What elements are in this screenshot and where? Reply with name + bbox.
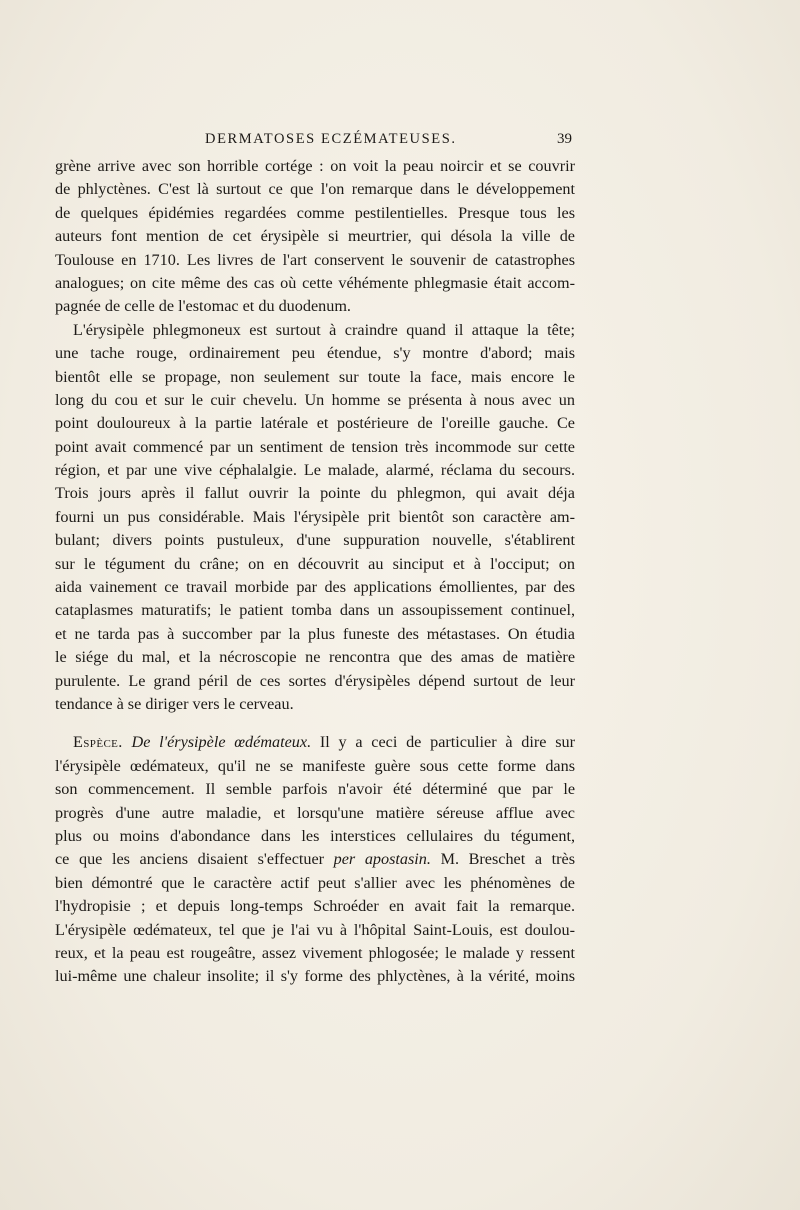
text-line: auteurs font mention de cet érysipèle si meurtrier, qui désola la ville de bbox=[55, 227, 575, 246]
text-line: bientôt elle se propage, non seulement sur toute la face, mais encore le bbox=[55, 367, 575, 386]
page-header bbox=[55, 131, 575, 155]
text-line: Toulouse en 1710. Les livres de l'art conservent le souvenir de catastrophes bbox=[55, 250, 575, 269]
text-line: analogues; on cite même des cas où cette véhémente phlegmasie était accom- bbox=[55, 273, 575, 292]
text-line: L'érysipèle phlegmoneux est surtout à craindre quand il attaque la tête; bbox=[73, 320, 575, 339]
text-line: cataplasmes maturatifs; le patient tomba dans un assoupissement continuel, bbox=[55, 601, 575, 620]
body-text bbox=[55, 155, 575, 989]
text-line: progrès d'une autre maladie, et lorsqu'une matière séreuse afflue avec bbox=[55, 803, 575, 822]
text-line: point avait commencé par un sentiment de tension très incommode sur cette bbox=[55, 437, 575, 456]
paragraph-3 bbox=[55, 731, 575, 988]
text-line: une tache rouge, ordinairement peu étendue, s'y montre d'abord; mais bbox=[55, 344, 575, 363]
text-line: fourni un pus considérable. Mais l'érysipèle prit bientôt son caractère am- bbox=[55, 507, 575, 526]
text-line: bulant; divers points pustuleux, d'une suppuration nouvelle, s'établirent bbox=[55, 531, 575, 550]
paragraph-2 bbox=[55, 319, 575, 717]
text-line: sur le tégument du crâne; on en découvrit au sinciput et à l'occiput; on bbox=[55, 554, 575, 573]
text-line: point douloureux à la partie latérale et postérieure de l'oreille gauche. Ce bbox=[55, 414, 575, 433]
text-line: reux, et la peau est rougeâtre, assez vivement phlogosée; le malade y ressent bbox=[55, 943, 575, 962]
text-line: tendance à se diriger vers le cerveau. bbox=[55, 694, 294, 713]
text-line: Trois jours après il fallut ouvrir la pointe du phlegmon, qui avait déja bbox=[55, 484, 575, 503]
paragraph-1 bbox=[55, 155, 575, 319]
text-line: son commencement. Il semble parfois n'avoir été déterminé que par le bbox=[55, 780, 575, 799]
text-line: bien démontré que le caractère actif peut s'allier avec les phénomènes de bbox=[55, 873, 575, 892]
text-line: l'hydropisie ; et depuis long-temps Schroéder en avait fait la remarque. bbox=[55, 897, 575, 916]
text-line: aida vainement ce travail morbide par des applications émollientes, par des bbox=[55, 578, 575, 597]
running-head: DERMATOSES ECZÉMATEUSES. bbox=[205, 131, 457, 147]
section-label: Espèce. bbox=[73, 733, 123, 752]
text-line: région, et par une vive céphalalgie. Le malade, alarmé, réclama du secours. bbox=[55, 461, 575, 480]
text-fragment: Il y a ceci de particulier à dire sur bbox=[319, 733, 575, 752]
section-title: De l'érysipèle œdémateux. bbox=[131, 733, 312, 752]
text-line bbox=[55, 848, 575, 871]
text-fragment: ce que les anciens disaient s'effectuer bbox=[55, 850, 325, 869]
text-line: lui-même une chaleur insolite; il s'y forme des phlyctènes, à la vérité, moins bbox=[55, 967, 575, 986]
text-line: plus ou moins d'abondance dans les interstices cellulaires du tégument, bbox=[55, 826, 575, 845]
text-fragment: M. Breschet a très bbox=[440, 850, 575, 869]
page-number: 39 bbox=[557, 131, 572, 147]
text-line: purulente. Le grand péril de ces sortes d'érysipèles dépend surtout de leur bbox=[55, 671, 575, 690]
section-heading-line bbox=[55, 731, 575, 754]
text-line: le siége du mal, et la nécroscopie ne rencontra que des amas de matière bbox=[55, 648, 575, 667]
text-line: l'érysipèle œdémateux, qu'il ne se manifeste guère sous cette forme dans bbox=[55, 756, 575, 775]
text-line: long du cou et sur le cuir chevelu. Un homme se présenta à nous avec un bbox=[55, 390, 575, 409]
text-line: pagnée de celle de l'estomac et du duodenum. bbox=[55, 297, 351, 316]
paragraph-spacer bbox=[55, 716, 575, 731]
latin-term: per apostasin. bbox=[333, 850, 431, 869]
text-line: de quelques épidémies regardées comme pestilentielles. Presque tous les bbox=[55, 203, 575, 222]
text-line: et ne tarda pas à succomber par la plus funeste des métastases. On étudia bbox=[55, 624, 575, 643]
text-line: grène arrive avec son horrible cortége : on voit la peau noircir et se couvrir bbox=[55, 157, 575, 175]
text-line: de phlyctènes. C'est là surtout ce que l'on remarque dans le développement bbox=[55, 180, 575, 199]
text-line: L'érysipèle œdémateux, tel que je l'ai vu à l'hôpital Saint-Louis, est doulou- bbox=[55, 920, 575, 939]
